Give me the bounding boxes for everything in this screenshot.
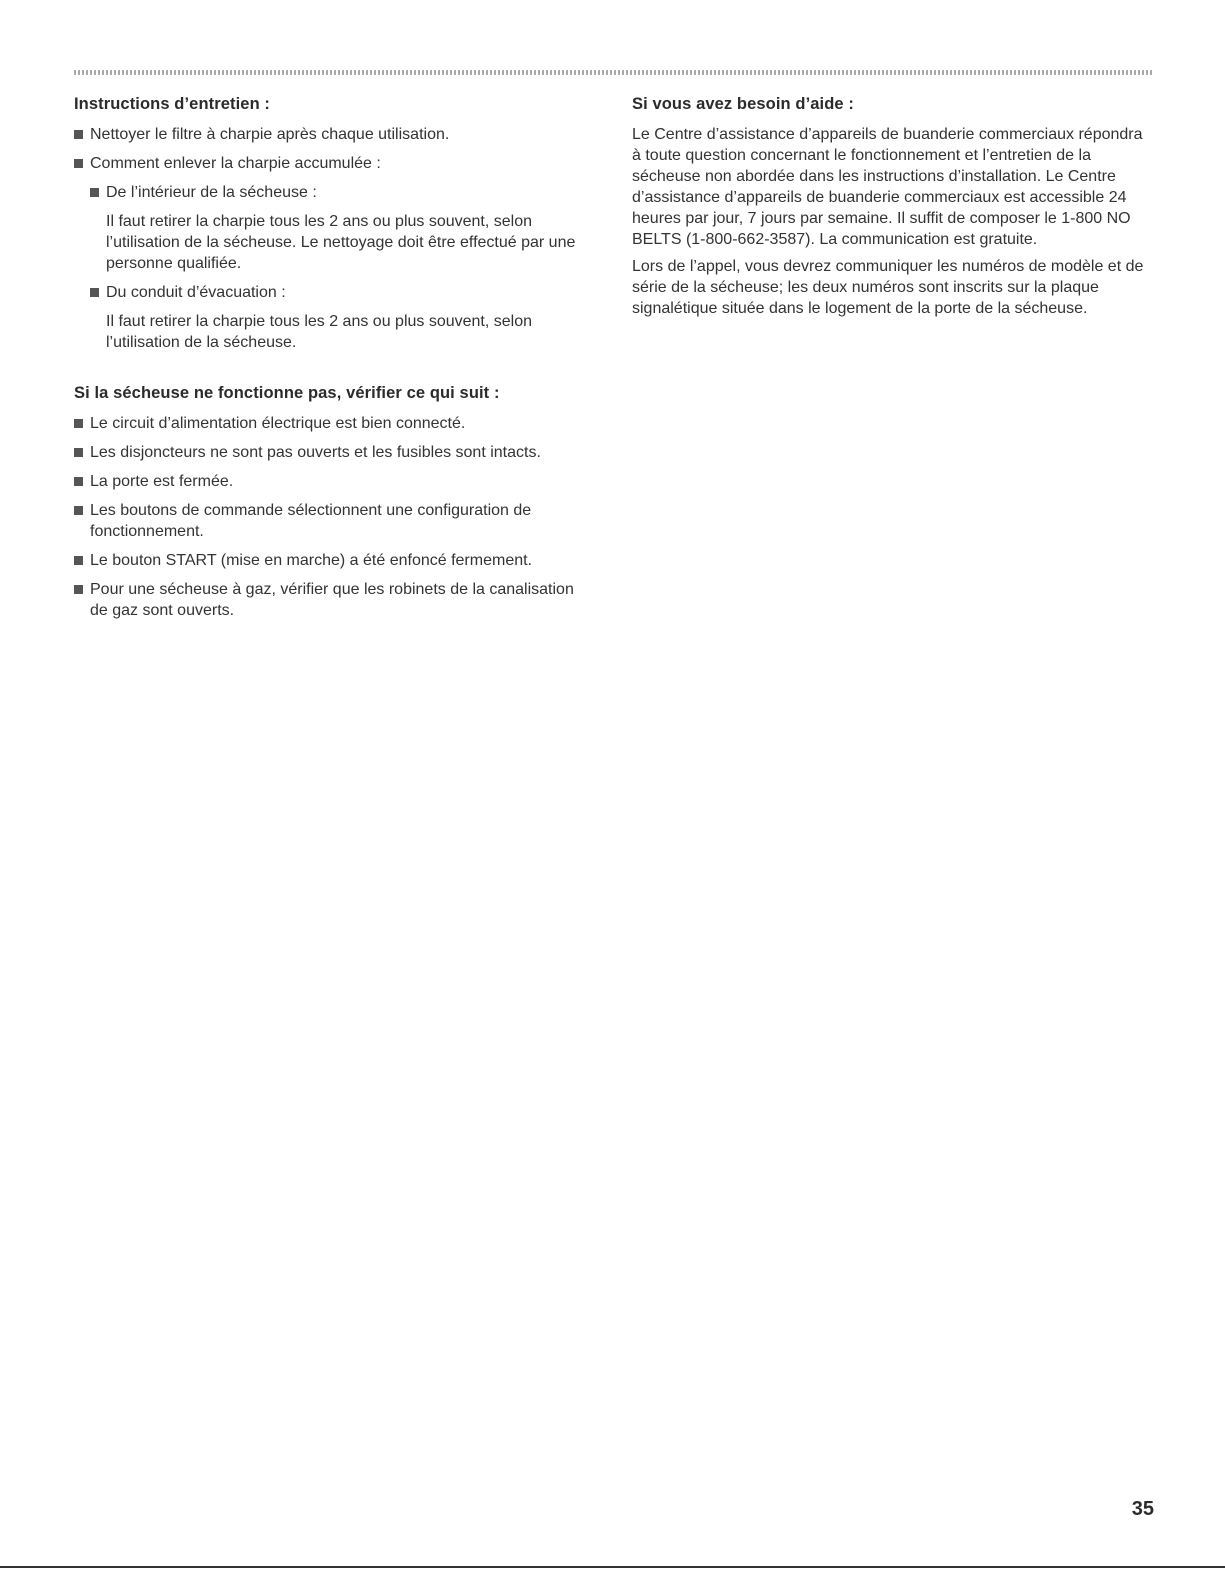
bullet-square-icon	[74, 159, 83, 168]
check-item-text: Le circuit d’alimentation électrique est bien connecté.	[90, 415, 466, 432]
check-item	[74, 471, 594, 492]
bullet-square-icon	[74, 506, 83, 515]
page-number: 35	[1131, 1498, 1154, 1520]
check-item	[74, 550, 594, 571]
sub-list-item-text: Il faut retirer la charpie tous les 2 ans ou plus souvent, selon l’utilisation de la sécheuse. Le nettoyage doit être effectué par une personne qualifiée.	[106, 213, 576, 272]
sub-list-item	[90, 282, 594, 303]
bullet-square-icon	[74, 556, 83, 565]
check-item-text: Pour une sécheuse à gaz, vérifier que les robinets de la canalisation de gaz sont ouverts.	[90, 581, 574, 619]
bullet-square-icon	[90, 288, 99, 297]
list-item	[74, 153, 594, 174]
bullet-square-icon	[74, 419, 83, 428]
list-item-text: Comment enlever la charpie accumulée :	[90, 155, 381, 172]
list-item	[74, 124, 594, 145]
bullet-square-icon	[74, 477, 83, 486]
left-column	[74, 94, 594, 629]
check-item	[74, 442, 594, 463]
check-item	[74, 500, 594, 542]
bottom-rule	[0, 1566, 1225, 1568]
check-item-text: Les boutons de commande sélectionnent une configuration de fonctionnement.	[90, 502, 532, 540]
sub-list-item-label: De l’intérieur de la sécheuse :	[106, 184, 317, 201]
help-heading: Si vous avez besoin d’aide :	[632, 95, 854, 113]
maintenance-heading: Instructions d’entretien :	[74, 95, 271, 113]
list-item-text: Nettoyer le filtre à charpie après chaque utilisation.	[90, 126, 450, 143]
bullet-square-icon	[90, 188, 99, 197]
check-item	[74, 579, 594, 621]
bullet-square-icon	[74, 448, 83, 457]
bullet-square-icon	[74, 130, 83, 139]
top-dotted-rule	[74, 70, 1154, 75]
troubleshooting-heading: Si la sécheuse ne fonctionne pas, vérifier ce qui suit :	[74, 384, 500, 402]
check-item-text: Les disjoncteurs ne sont pas ouverts et les fusibles sont intacts.	[90, 444, 541, 461]
sub-list-item-text: Il faut retirer la charpie tous les 2 ans ou plus souvent, selon l’utilisation de la sécheuse.	[106, 313, 533, 351]
sub-list-item-label: Du conduit d’évacuation :	[106, 284, 286, 301]
help-paragraph: Lors de l’appel, vous devrez communiquer les numéros de modèle et de série de la sécheuse; les deux numéros sont inscrits sur la plaque signalétique située dans le logement de la porte de la sécheuse.	[632, 258, 1144, 317]
bullet-square-icon	[74, 585, 83, 594]
right-column	[632, 94, 1152, 325]
help-paragraph: Le Centre d’assistance d’appareils de buanderie commerciaux répondra à toute question concernant le fonctionnement et l’entretien de la sécheuse non abordée dans les instructions d’installation. Le Centre d’assistance d’appareils de buanderie commerciaux est accessible 24 heures par jour, 7 jours par semaine. Il suffit de composer le 1-800 NO BELTS (1-800-662-3587). La communication est gratuite.	[632, 126, 1143, 248]
sub-list-item	[90, 182, 594, 203]
check-item-text: La porte est fermée.	[90, 473, 234, 490]
check-item	[74, 413, 594, 434]
check-item-text: Le bouton START (mise en marche) a été enfoncé fermement.	[90, 552, 532, 569]
